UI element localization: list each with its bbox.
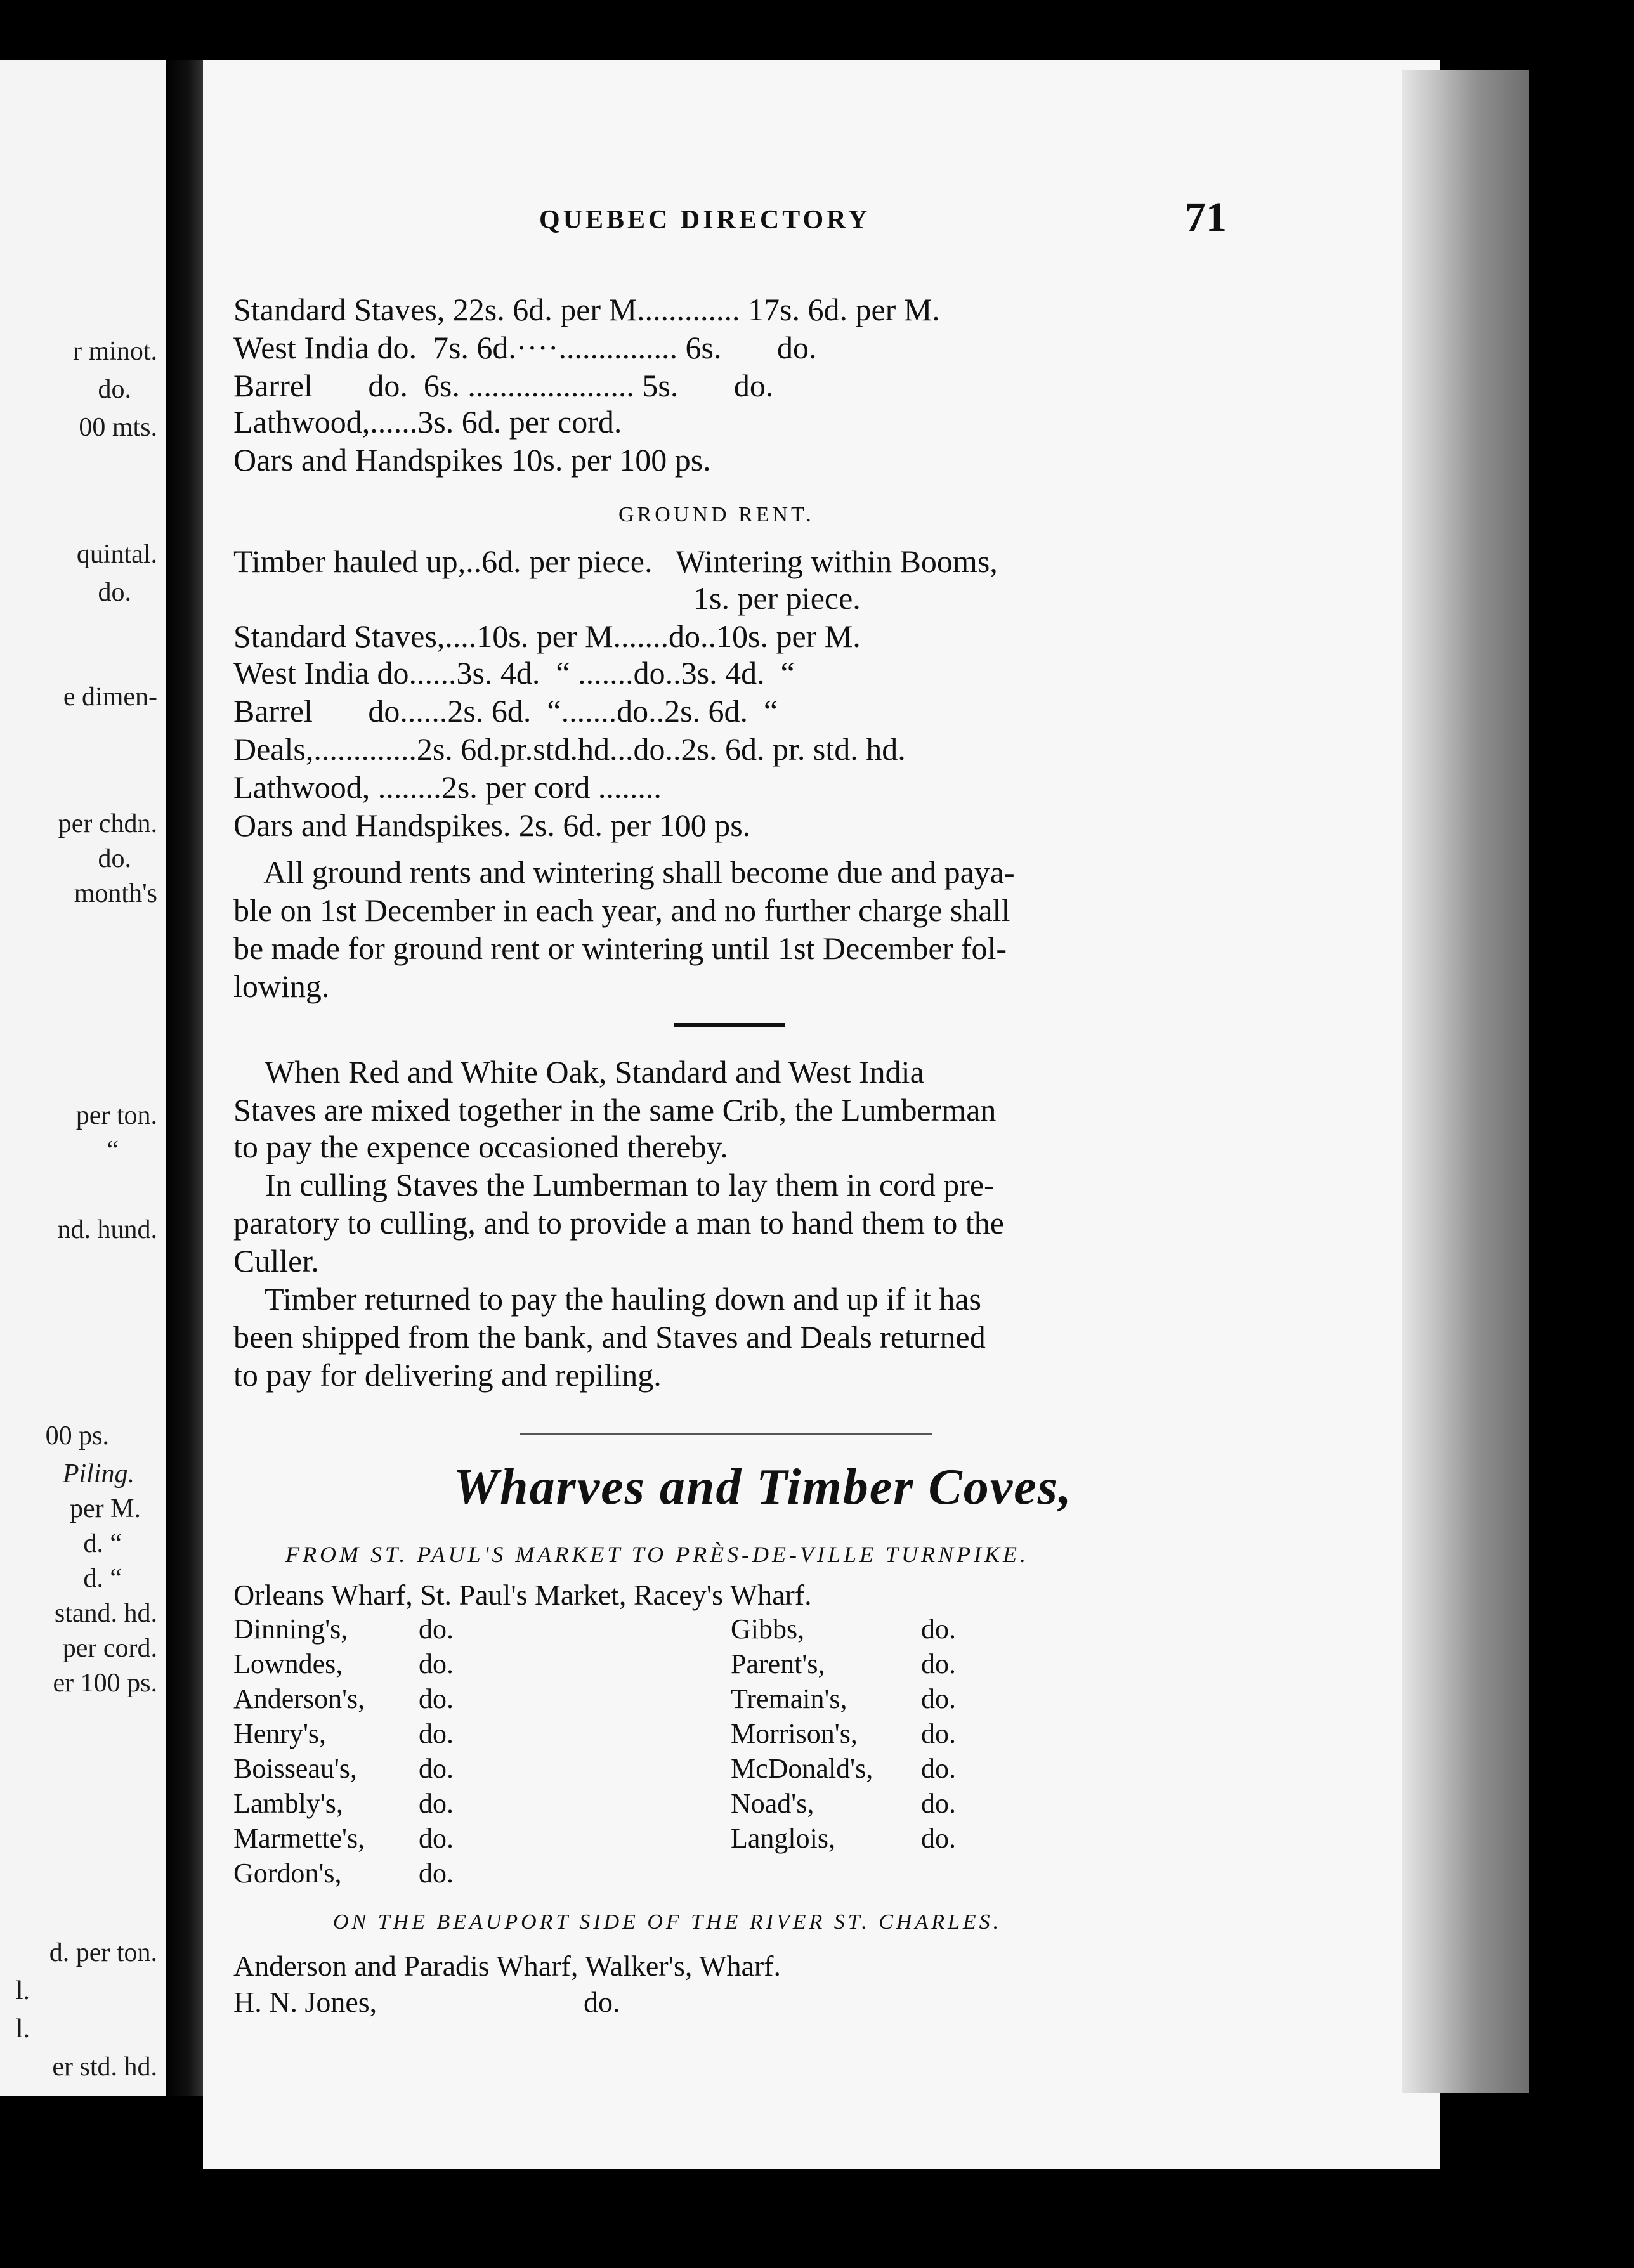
paragraph-line: Timber returned to pay the hauling down and up if it has — [233, 1281, 982, 1317]
paragraph-line: Culler. — [233, 1243, 319, 1279]
wharf-name: Morrison's, — [731, 1718, 858, 1749]
left-fragment: Piling. — [62, 1459, 134, 1489]
left-fragment: quintal. — [76, 540, 157, 569]
wharf-do: do. — [921, 1613, 956, 1645]
wharf-name: Boisseau's, — [233, 1753, 357, 1784]
paragraph-line: been shipped from the bank, and Staves and Deals returned — [233, 1319, 986, 1355]
wharf-do: do. — [419, 1753, 454, 1784]
wharf-name: Lambly's, — [233, 1788, 343, 1819]
paragraph-line: ble on 1st December in each year, and no further charge shall — [233, 892, 1010, 928]
left-fragment: er std. hd. — [52, 2052, 157, 2082]
wharf-name: Noad's, — [731, 1788, 814, 1819]
left-fragment: d. “ — [83, 1564, 122, 1593]
left-facing-page — [0, 60, 166, 2096]
wharf-do: do. — [584, 1986, 620, 2018]
left-fragment: er 100 ps. — [53, 1669, 157, 1698]
left-fragment: d. per ton. — [49, 1938, 157, 1967]
left-fragment: l. — [15, 2014, 30, 2043]
paragraph-line: Staves are mixed together in the same Crib, the Lumberman — [233, 1092, 997, 1128]
left-fragment: do. — [98, 578, 131, 607]
left-fragment: 00 mts. — [79, 413, 157, 442]
wharf-do: do. — [419, 1788, 454, 1819]
left-fragment: month's — [74, 879, 157, 908]
page-edge-shadow — [1402, 70, 1529, 2093]
left-fragment: do. — [98, 375, 131, 404]
wharf-name: McDonald's, — [731, 1753, 873, 1784]
beauport-line: Anderson and Paradis Wharf, Walker's, Wharf. — [233, 1950, 781, 1982]
ground-rent-line: Standard Staves,....10s. per M.......do..10s. per M. — [233, 618, 861, 654]
wharf-do: do. — [419, 1613, 454, 1645]
wharf-do: do. — [419, 1823, 454, 1854]
paragraph-line: When Red and White Oak, Standard and West India — [233, 1054, 924, 1090]
wharf-name: Gibbs, — [731, 1613, 805, 1645]
ground-rent-line: Barrel do......2s. 6d. “.......do..2s. 6d. “ — [233, 693, 778, 729]
paragraph-line: paratory to culling, and to provide a man to hand them to the — [233, 1205, 1004, 1241]
wharf-name: Gordon's, — [233, 1858, 342, 1889]
left-fragment: l. — [15, 1976, 30, 2005]
left-fragment: “ — [107, 1136, 119, 1165]
wharf-name: H. N. Jones, — [233, 1986, 377, 2018]
wharf-name: Henry's, — [233, 1718, 327, 1749]
rate-line: West India do. 7s. 6d.····............... 6s. do. — [233, 330, 817, 365]
left-fragment: d. “ — [83, 1529, 122, 1558]
left-fragment: per cord. — [62, 1634, 157, 1663]
left-fragment: 00 ps. — [45, 1421, 109, 1450]
paragraph-line: be made for ground rent or wintering until 1st December fol- — [233, 930, 1007, 966]
left-fragment: do. — [98, 844, 131, 873]
ground-rent-line: Lathwood, ........2s. per cord ........ — [233, 769, 662, 805]
left-fragment: per chdn. — [58, 809, 157, 838]
wharf-name: Dinning's, — [233, 1613, 348, 1645]
ground-rent-line: Oars and Handspikes. 2s. 6d. per 100 ps. — [233, 807, 751, 843]
wharf-name: Parent's, — [731, 1648, 825, 1679]
rate-line: Barrel do. 6s. ..................... 5s. do. — [233, 368, 774, 403]
wharf-do: do. — [419, 1718, 454, 1749]
wharf-do: do. — [419, 1683, 454, 1714]
wharf-do: do. — [419, 1858, 454, 1889]
left-fragment: e dimen- — [63, 682, 157, 712]
wharves-title: Wharves and Timber Coves, — [454, 1459, 1073, 1515]
left-fragment: stand. hd. — [54, 1599, 157, 1628]
page-number: 71 — [1185, 194, 1227, 240]
rate-line: Standard Staves, 22s. 6d. per M............. 17s. 6d. per M. — [233, 292, 940, 327]
ground-rent-line: West India do......3s. 4d. “ .......do..3s. 4d. “ — [233, 655, 795, 691]
ground-rent-heading: GROUND RENT. — [618, 503, 814, 526]
wharf-name: Langlois, — [731, 1823, 835, 1854]
ground-rent-line: 1s. per piece. — [233, 580, 861, 616]
wharf-name: Lowndes, — [233, 1648, 343, 1679]
ground-rent-line: Timber hauled up,..6d. per piece. Wintering within Booms, — [233, 544, 998, 579]
wharf-do: do. — [921, 1648, 956, 1679]
paragraph-line: All ground rents and wintering shall become due and paya- — [233, 854, 1015, 890]
wharf-do: do. — [921, 1753, 956, 1784]
book-binding-gutter — [166, 60, 203, 2096]
wharf-do: do. — [921, 1718, 956, 1749]
wharf-do: do. — [921, 1788, 956, 1819]
left-fragment: per M. — [70, 1494, 141, 1523]
rate-line: Oars and Handspikes 10s. per 100 ps. — [233, 442, 711, 478]
left-fragment: per ton. — [75, 1101, 157, 1130]
left-fragment: nd. hund. — [57, 1215, 157, 1244]
wharf-do: do. — [921, 1683, 956, 1714]
wharf-name: Marmette's, — [233, 1823, 365, 1854]
left-fragment: r minot. — [73, 337, 157, 366]
wharf-name: Tremain's, — [731, 1683, 847, 1714]
beauport-heading: ON THE BEAUPORT SIDE OF THE RIVER ST. CHARLES. — [333, 1910, 1002, 1934]
wharves-subtitle: FROM ST. PAUL'S MARKET TO PRÈS-DE-VILLE TURNPIKE. — [285, 1542, 1029, 1567]
paragraph-line: lowing. — [233, 968, 330, 1004]
wharf-do: do. — [419, 1648, 454, 1679]
section-divider — [674, 1023, 785, 1027]
ground-rent-line: Deals,.............2s. 6d.pr.std.hd...do..2s. 6d. pr. std. hd. — [233, 731, 906, 767]
rate-line: Lathwood,......3s. 6d. per cord. — [233, 404, 622, 440]
paragraph-line: to pay the expence occasioned thereby. — [233, 1129, 728, 1164]
wharf-do: do. — [921, 1823, 956, 1854]
paragraph-line: In culling Staves the Lumberman to lay them in cord pre- — [233, 1167, 995, 1202]
wharf-first-line: Orleans Wharf, St. Paul's Market, Racey's Wharf. — [233, 1579, 812, 1611]
running-header: QUEBEC DIRECTORY — [539, 205, 871, 235]
section-divider-thin — [520, 1433, 932, 1435]
wharf-name: Anderson's, — [233, 1683, 365, 1714]
paragraph-line: to pay for delivering and repiling. — [233, 1357, 662, 1393]
